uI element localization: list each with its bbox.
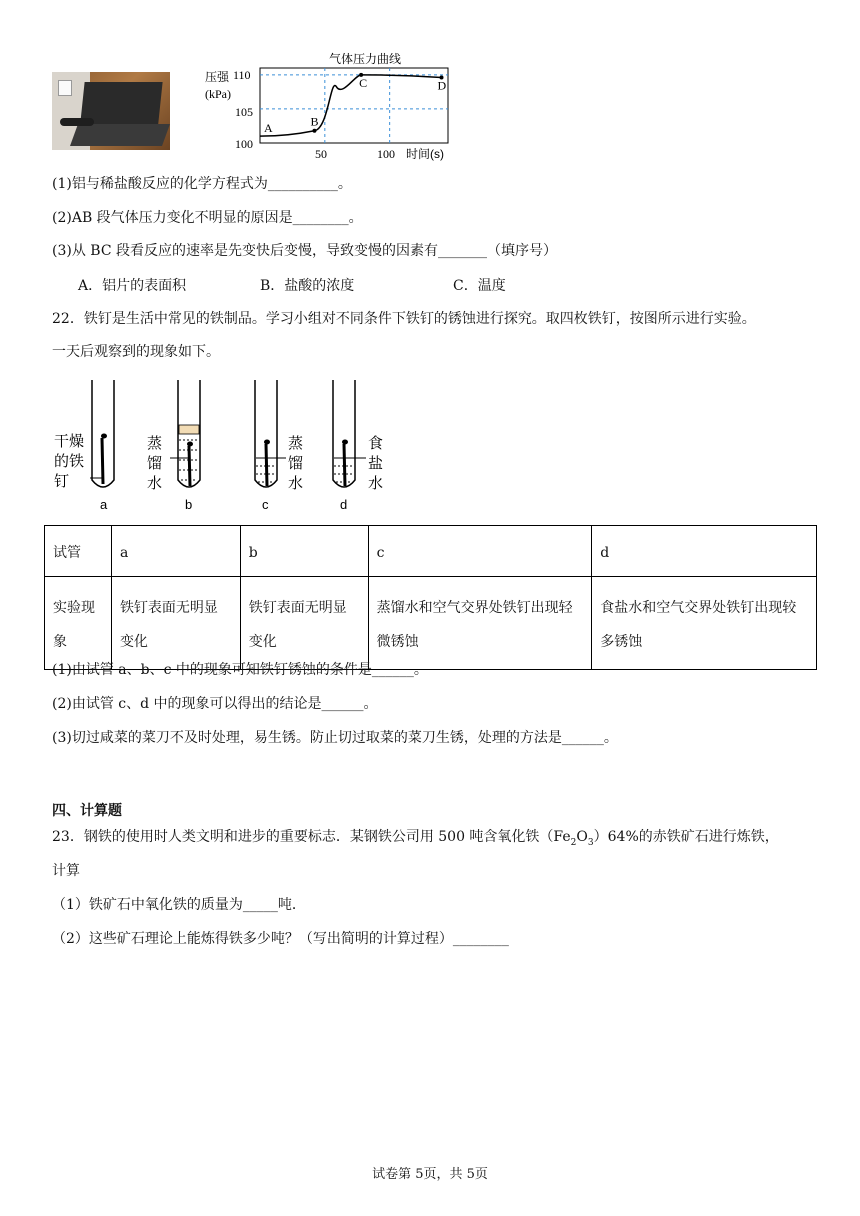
tube-a-label-2: 的铁 <box>54 452 85 470</box>
q21-option-a: A．铝片的表面积 <box>78 278 187 294</box>
x-tick-50: 50 <box>315 147 327 161</box>
page-footer: 试卷第 5页，共 5页 <box>372 1167 488 1182</box>
table-cell: 实验现象 <box>45 577 112 670</box>
table-cell: 蒸馏水和空气交界处铁钉出现轻微锈蚀 <box>368 577 592 670</box>
chart-title: 气体压力曲线 <box>328 52 402 66</box>
tube-d-label-2: 盐 <box>368 454 384 472</box>
q22-sub-2: (2)由试管 c、d 中的现象可以得出的结论是______。 <box>52 696 378 712</box>
q22-stem-line-1: 22．铁钉是生活中常见的铁制品。学习小组对不同条件下铁钉的锈蚀进行探究。取四枚铁钉，按图所示进行实验。 <box>52 311 756 327</box>
table-cell: 铁钉表面无明显变化 <box>111 577 240 670</box>
q23-sub-1: （1）铁矿石中氧化铁的质量为_____吨． <box>52 897 306 913</box>
q21-option-b: B．盐酸的浓度 <box>260 278 355 294</box>
table-cell: 食盐水和空气交界处铁钉出现较多锈蚀 <box>592 577 817 670</box>
pressure-chart <box>205 48 460 168</box>
q22-sub-3: (3)切过咸菜的菜刀不及时处理，易生锈。防止切过取菜的菜刀生锈，处理的方法是______。 <box>52 730 618 746</box>
curve-point-b <box>312 129 316 133</box>
tube-b-label-3: 水 <box>147 474 163 492</box>
q22-sub-1: (1)由试管 a、b、c 中的现象可知铁钉锈蚀的条件是______。 <box>52 662 428 678</box>
tube-c-letter: c <box>262 497 269 512</box>
tube-b-label-1: 蒸 <box>147 434 163 452</box>
table-cell: 铁钉表面无明显变化 <box>240 577 368 670</box>
table-header-cell: 试管 <box>45 526 112 577</box>
point-label-b: B <box>310 114 319 129</box>
chart-plot-area <box>260 68 448 143</box>
q23-stem-line-1: 23．钢铁的使用时人类文明和进步的重要标志．某钢铁公司用 500 吨含氧化铁$(Fe_2O_3)64\%$的赤铁矿石进行炼铁， <box>52 829 779 848</box>
y-tick-100: 100 <box>235 137 253 151</box>
point-label-c: C <box>359 75 368 90</box>
tube-c-label-1: 蒸 <box>288 434 304 452</box>
table-header-cell: c <box>368 526 592 577</box>
tube-a-letter: a <box>100 497 108 512</box>
q23-stem-line-2: 计算 <box>52 863 80 879</box>
tube-b-letter: b <box>185 497 193 512</box>
tube-b <box>147 380 200 512</box>
observation-table <box>44 525 817 670</box>
y-axis-label-1: 压强 <box>205 70 230 84</box>
tube-c-label-3: 水 <box>288 474 304 492</box>
tube-d-letter: d <box>340 497 348 512</box>
y-axis-label-2: (kPa) <box>205 87 231 101</box>
point-label-a: A <box>264 121 273 136</box>
x-tick-100: 100 <box>377 147 395 161</box>
q21-line-1: (1)铝与稀盐酸反应的化学方程式为__________。 <box>52 176 352 192</box>
section-heading: 四、计算题 <box>52 803 122 819</box>
tube-b-label-2: 馏 <box>147 454 163 472</box>
point-label-d: D <box>437 78 447 93</box>
q21-line-3: (3)从 BC 段看反应的速率是先变快后变慢，导致变慢的因素有_______（填序号） <box>52 243 557 259</box>
table-header-cell: b <box>240 526 368 577</box>
y-tick-110: 110 <box>233 68 251 82</box>
tube-a-label-1: 干燥 <box>54 432 85 450</box>
table-row <box>45 577 817 670</box>
tube-c-label-2: 馏 <box>288 454 304 472</box>
test-tube-figure <box>52 376 402 516</box>
q21-option-c: C．温度 <box>453 278 506 294</box>
q21-line-2: (2)AB 段气体压力变化不明显的原因是________。 <box>52 210 363 226</box>
laptop-photo <box>52 72 170 150</box>
pressure-curve <box>260 75 442 136</box>
table-header-cell: a <box>111 526 240 577</box>
tube-a-label-3: 钉 <box>54 472 70 490</box>
tube-d <box>333 380 383 512</box>
y-tick-105: 105 <box>235 105 253 119</box>
table-header-cell: d <box>592 526 817 577</box>
q23-sub-2: （2）这些矿石理论上能炼得铁多少吨？（写出简明的计算过程）________ <box>52 931 509 947</box>
tube-d-label-1: 食 <box>368 434 384 452</box>
tube-a <box>54 380 114 512</box>
tube-d-label-3: 水 <box>368 474 384 492</box>
q22-stem-line-2: 一天后观察到的现象如下。 <box>52 344 220 360</box>
table-row <box>45 526 817 577</box>
x-axis-label: 时间(s) <box>406 147 444 161</box>
tube-c <box>255 380 303 512</box>
